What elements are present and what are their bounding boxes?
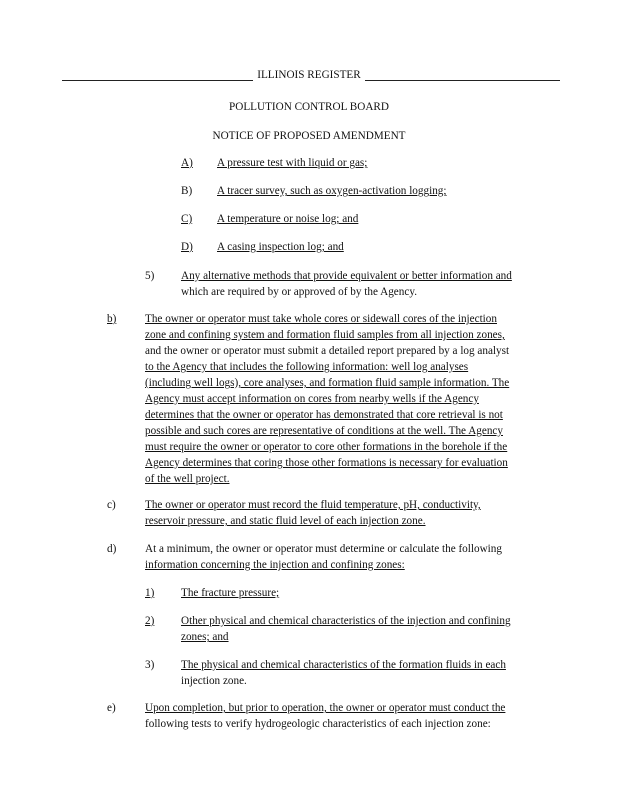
- paragraph-line: to the Agency that includes the following information: well log analyses: [145, 361, 469, 373]
- item-label: A): [181, 157, 193, 169]
- item-text: The fracture pressure;: [181, 587, 280, 599]
- item-label: C): [181, 213, 193, 225]
- notice-title: NOTICE OF PROPOSED AMENDMENT: [212, 130, 406, 142]
- item-line: injection zone.: [181, 675, 247, 687]
- item-line: zones; and: [181, 631, 229, 643]
- item-label: D): [181, 241, 193, 253]
- item-label: B): [181, 185, 193, 197]
- paragraph-line: The owner or operator must take whole cores or sidewall cores of the injection: [145, 313, 497, 325]
- paragraph-line: following tests to verify hydrogeologic characteristics of each injection zone:: [145, 718, 491, 730]
- board-title: POLLUTION CONTROL BOARD: [229, 101, 389, 113]
- item-line: which are required by or approved of by the Agency.: [181, 286, 417, 298]
- paragraph-line: Upon completion, but prior to operation, the owner or operator must conduct the: [145, 702, 506, 714]
- item-text: A pressure test with liquid or gas;: [217, 157, 368, 169]
- paragraph-label: b): [107, 313, 117, 325]
- item-line: Other physical and chemical characteristics of the injection and confining: [181, 615, 511, 627]
- item-label: 5): [145, 270, 155, 282]
- item-label: 2): [145, 615, 155, 627]
- register-title: ILLINOIS REGISTER: [0, 69, 618, 83]
- paragraph-line: Agency determines that coring those other formations is necessary for evaluation: [145, 457, 508, 469]
- item-line: Any alternative methods that provide equivalent or better information and: [181, 270, 512, 282]
- paragraph-line: must require the owner or operator to core other formations in the borehole if the: [145, 441, 508, 453]
- paragraph-label: d): [107, 543, 117, 555]
- paragraph-line: and the owner or operator must submit a detailed report prepared by a log analyst: [145, 345, 510, 357]
- paragraph-label: e): [107, 702, 116, 714]
- item-label: 1): [145, 587, 155, 599]
- paragraph-line: zone and confining system and formation fluid samples from all injection zones,: [145, 329, 505, 341]
- paragraph-line: At a minimum, the owner or operator must determine or calculate the following: [145, 543, 502, 555]
- paragraph-line: (including well logs), core analyses, and formation fluid sample information. The: [145, 377, 510, 389]
- paragraph-line: The owner or operator must record the fluid temperature, pH, conductivity,: [145, 499, 481, 511]
- paragraph-line: possible and such cores are representative of conditions at the well. The Agency: [145, 425, 503, 437]
- item-label: 3): [145, 659, 155, 671]
- item-text: A casing inspection log; and: [217, 241, 344, 253]
- item-text: A temperature or noise log; and: [217, 213, 359, 225]
- paragraph-line: information concerning the injection and confining zones:: [145, 559, 405, 571]
- paragraph-line: of the well project.: [145, 473, 230, 485]
- item-line: The physical and chemical characteristics of the formation fluids in each: [181, 659, 506, 671]
- paragraph-line: reservoir pressure, and static fluid level of each injection zone.: [145, 515, 426, 527]
- paragraph-label: c): [107, 499, 116, 511]
- paragraph-line: determines that the owner or operator has demonstrated that core retrieval is not: [145, 409, 503, 421]
- paragraph-line: Agency must accept information on cores from nearby wells if the Agency: [145, 393, 479, 405]
- item-text: A tracer survey, such as oxygen-activation logging;: [217, 185, 447, 197]
